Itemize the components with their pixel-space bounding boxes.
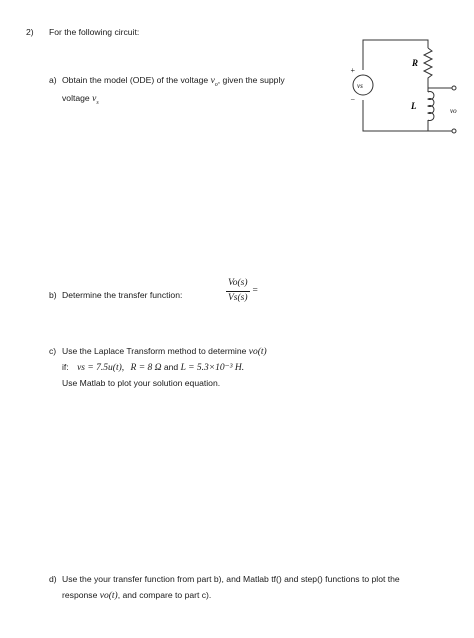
- part-a-var-vo: $v_o$: [210, 76, 218, 88]
- circuit-wire-bottom: [363, 100, 428, 131]
- part-c-line1: [62, 346, 267, 359]
- part-a-line2-text: voltage: [62, 93, 90, 103]
- part-c-if: if:: [62, 362, 69, 372]
- voltage-source-symbol: [353, 75, 373, 95]
- resistor-symbol: [424, 48, 432, 88]
- output-terminal-top: [452, 86, 456, 90]
- part-d-line2-start: response: [62, 590, 98, 600]
- part-a-label: a): [49, 75, 57, 85]
- transfer-function-fraction: [226, 278, 250, 305]
- part-b-label: b): [49, 290, 57, 300]
- part-b-text: Determine the transfer function:: [62, 290, 183, 300]
- resistor-label: R: [412, 58, 419, 68]
- part-c-line3: Use Matlab to plot your solution equation.: [62, 378, 221, 388]
- rl-circuit-diagram: [340, 28, 470, 143]
- part-c-label: c): [49, 346, 57, 356]
- transfer-function-denominator: Vs(s): [228, 292, 248, 303]
- part-c-line1-text: Use the Laplace Transform method to determine: [62, 346, 247, 356]
- part-a-line1: [62, 75, 285, 89]
- part-d-line2: [62, 590, 211, 603]
- part-c-vs-eq: vs = 7.5u(t),: [77, 363, 125, 373]
- inductor-label: L: [411, 101, 417, 111]
- part-c-and: and: [163, 362, 179, 372]
- output-terminal-bottom: [452, 129, 456, 133]
- part-a-line1-text: Obtain the model (ODE) of the voltage: [62, 75, 209, 85]
- source-minus: −: [350, 95, 356, 104]
- part-d-var-vo: vo(t): [99, 591, 118, 601]
- transfer-function-equals: =: [251, 285, 259, 296]
- source-label: vs: [357, 82, 363, 90]
- part-c-r-eq: R = 8 Ω: [130, 363, 162, 373]
- transfer-function: [226, 278, 258, 305]
- part-d-line2-end: , and compare to part c).: [117, 590, 212, 600]
- inductor-symbol: [428, 92, 434, 121]
- transfer-function-numerator: Vo(s): [226, 278, 250, 292]
- question-intro: For the following circuit:: [49, 27, 140, 37]
- part-a-line2: [62, 93, 99, 107]
- circuit-wire-top: [363, 40, 428, 70]
- part-c-l-eq: L = 5.3×10⁻³ H.: [180, 363, 245, 373]
- part-a-line1-tail: , given the supply: [217, 75, 285, 85]
- part-d-line1: Use the your transfer function from part b), and Matlab tf() and step() functions to plot the: [62, 574, 400, 584]
- output-label: vo: [450, 107, 457, 115]
- part-a-var-vs: $v_s$: [92, 94, 99, 106]
- part-d-label: d): [49, 574, 57, 584]
- question-number: 2): [26, 27, 34, 37]
- part-c-var-vo: vo(t): [248, 347, 267, 357]
- source-plus: +: [350, 66, 356, 75]
- part-c-line2: [62, 362, 244, 375]
